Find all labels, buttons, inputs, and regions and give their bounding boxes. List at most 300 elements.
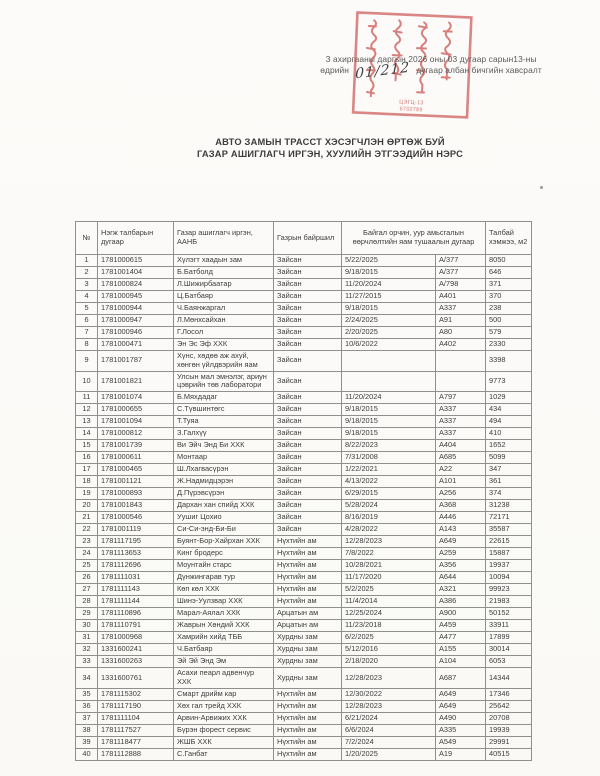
table-cell: 410 — [486, 428, 532, 440]
table-cell: 6/6/2024 — [342, 724, 436, 736]
table-cell: Г.Лосол — [174, 327, 274, 339]
table-cell: А/798 — [436, 279, 486, 291]
table-cell: Ж.Надмидцэрэн — [174, 476, 274, 488]
table-cell: 9/18/2015 — [342, 416, 436, 428]
table-cell: 72171 — [486, 512, 532, 524]
table-cell: 1781000945 — [98, 291, 174, 303]
table-cell: Монтаар — [174, 452, 274, 464]
table-row — [76, 416, 532, 428]
table-cell: Хурдны зам — [274, 644, 342, 656]
table-cell: 35 — [76, 688, 98, 700]
table-cell: А155 — [436, 644, 486, 656]
table-cell: Уушиг Цохио — [174, 512, 274, 524]
table-cell: 1331600761 — [98, 668, 174, 689]
table-cell: 500 — [486, 315, 532, 327]
table-cell: 2330 — [486, 339, 532, 351]
table-cell: Хүнс, хөдөө аж ахуй, хөнгөн үйлдвэрийн яам — [174, 351, 274, 372]
table-cell: 30 — [76, 620, 98, 632]
table-cell: А91 — [436, 315, 486, 327]
table-cell: 6/29/2015 — [342, 488, 436, 500]
table-cell: Зайсан — [274, 452, 342, 464]
appendix-line2-prefix: өдрийн — [320, 65, 350, 75]
stamp-footer-number: 6702789 — [399, 106, 423, 114]
table-cell: 23 — [76, 536, 98, 548]
table-cell: 1781110791 — [98, 620, 174, 632]
table-row — [76, 724, 532, 736]
table-cell: 33 — [76, 656, 98, 668]
table-cell: Зайсан — [274, 464, 342, 476]
table-cell: 7/31/2008 — [342, 452, 436, 464]
handwritten-number: 01/212 — [355, 59, 411, 83]
table-cell: А900 — [436, 608, 486, 620]
table-cell: А402 — [436, 339, 486, 351]
table-cell: 13 — [76, 416, 98, 428]
table-cell: 25642 — [486, 700, 532, 712]
table-row — [76, 712, 532, 724]
table-cell: 5/22/2025 — [342, 255, 436, 267]
table-cell: 21983 — [486, 596, 532, 608]
table-cell: 20708 — [486, 712, 532, 724]
table-cell: 22 — [76, 524, 98, 536]
table-cell: Ч.Баянжаргал — [174, 303, 274, 315]
table-cell: 1781000824 — [98, 279, 174, 291]
table-cell: А80 — [436, 327, 486, 339]
table-cell: А644 — [436, 572, 486, 584]
table-cell: 10/6/2022 — [342, 339, 436, 351]
table-cell — [436, 351, 486, 372]
table-cell: 3398 — [486, 351, 532, 372]
table-cell: 1781115302 — [98, 688, 174, 700]
table-cell: 15887 — [486, 548, 532, 560]
table-cell: 36 — [76, 700, 98, 712]
table-cell: 238 — [486, 303, 532, 315]
table-cell: 1/20/2025 — [342, 748, 436, 760]
table-cell: Нүхтийн ам — [274, 584, 342, 596]
table-cell: А101 — [436, 476, 486, 488]
table-cell: А490 — [436, 712, 486, 724]
table-cell: 4 — [76, 291, 98, 303]
table-cell: Зайсан — [274, 339, 342, 351]
table-cell: 1652 — [486, 440, 532, 452]
table-cell: 9773 — [486, 371, 532, 392]
page-title-line1: АВТО ЗАМЫН ТРАССТ ХЭСЭГЧЛЭН ӨРТӨЖ БУЙ — [215, 137, 445, 147]
table-cell: 8/22/2023 — [342, 440, 436, 452]
table-cell: Моунтайн старс — [174, 560, 274, 572]
table-cell: 1781000465 — [98, 464, 174, 476]
table-cell: 18 — [76, 476, 98, 488]
table-cell: Хүлэгт хаадын зам — [174, 255, 274, 267]
table-cell: Хамрийн хийд ТББ — [174, 632, 274, 644]
table-cell: 1 — [76, 255, 98, 267]
table-cell: 9 — [76, 351, 98, 372]
table-row — [76, 392, 532, 404]
table-cell: Нүхтийн ам — [274, 736, 342, 748]
table-cell: А104 — [436, 656, 486, 668]
table-cell: Эн Эс Эф ХХК — [174, 339, 274, 351]
table-row — [76, 339, 532, 351]
stamp-footer-text: ЦЭГЦ-13 — [399, 99, 424, 107]
table-cell: 5099 — [486, 452, 532, 464]
table-cell: 33911 — [486, 620, 532, 632]
table-cell: Буянт-Бор-Хайрхан ХХК — [174, 536, 274, 548]
land-users-table-wrap — [75, 221, 532, 761]
table-cell: С.Түвшинтөгс — [174, 404, 274, 416]
table-body — [76, 255, 532, 761]
table-cell: Д.Пүрэвсүрэн — [174, 488, 274, 500]
table-cell: 11/20/2024 — [342, 279, 436, 291]
table-cell: Ви Эйч Энд Би ХХК — [174, 440, 274, 452]
table-cell: 361 — [486, 476, 532, 488]
table-cell: 6/2/2025 — [342, 632, 436, 644]
table-cell: 17346 — [486, 688, 532, 700]
table-cell: 31 — [76, 632, 98, 644]
table-cell: 39 — [76, 736, 98, 748]
table-cell: А19 — [436, 748, 486, 760]
table-cell: Зайсан — [274, 428, 342, 440]
table-cell: 40515 — [486, 748, 532, 760]
table-cell: А/377 — [436, 267, 486, 279]
table-cell: А386 — [436, 596, 486, 608]
table-cell: 1781111144 — [98, 596, 174, 608]
table-cell: А259 — [436, 548, 486, 560]
table-cell: З.Галхүү — [174, 428, 274, 440]
table-cell: 99923 — [486, 584, 532, 596]
table-row — [76, 371, 532, 392]
table-cell: А446 — [436, 512, 486, 524]
table-cell: Нүхтийн ам — [274, 536, 342, 548]
table-cell: 1781001119 — [98, 524, 174, 536]
header-user: Газар ашиглагч иргэн, ААНБ — [174, 222, 274, 255]
table-row — [76, 524, 532, 536]
table-cell: 16 — [76, 452, 98, 464]
table-cell: Си-Си-энд-Би-Би — [174, 524, 274, 536]
table-cell: 1331600241 — [98, 644, 174, 656]
table-cell: 12/28/2023 — [342, 668, 436, 689]
table-cell: 12/28/2023 — [342, 700, 436, 712]
table-cell: Нүхтийн ам — [274, 560, 342, 572]
table-cell: Ц.Батбаяр — [174, 291, 274, 303]
table-cell: 374 — [486, 488, 532, 500]
table-cell: Б.Мяхдадаг — [174, 392, 274, 404]
table-cell: 10094 — [486, 572, 532, 584]
page-title — [120, 137, 540, 160]
table-cell: 32 — [76, 644, 98, 656]
table-cell: 11/17/2020 — [342, 572, 436, 584]
table-cell: 1781000944 — [98, 303, 174, 315]
table-cell: 1029 — [486, 392, 532, 404]
table-cell: Нүхтийн ам — [274, 596, 342, 608]
table-cell: 1781111104 — [98, 712, 174, 724]
table-row — [76, 476, 532, 488]
table-cell: 5/12/2016 — [342, 644, 436, 656]
table-cell: 11 — [76, 392, 98, 404]
appendix-line2-suffix: дугаар албан бичгийн хавсралт — [416, 65, 542, 75]
table-row — [76, 620, 532, 632]
table-cell: 35587 — [486, 524, 532, 536]
table-cell: Зайсан — [274, 392, 342, 404]
table-cell: Бүрэн форест сервис — [174, 724, 274, 736]
table-row — [76, 512, 532, 524]
table-cell: 1781112696 — [98, 560, 174, 572]
table-cell: Нүхтийн ам — [274, 724, 342, 736]
table-row — [76, 327, 532, 339]
table-cell: 22615 — [486, 536, 532, 548]
table-cell: 6 — [76, 315, 98, 327]
table-cell: 494 — [486, 416, 532, 428]
table-cell: 1781118477 — [98, 736, 174, 748]
table-row — [76, 560, 532, 572]
table-cell: 17 — [76, 464, 98, 476]
table-cell: Хурдны зам — [274, 656, 342, 668]
table-row — [76, 303, 532, 315]
table-cell: Зайсан — [274, 279, 342, 291]
table-cell: 25 — [76, 560, 98, 572]
table-cell: Кинг бродерс — [174, 548, 274, 560]
table-cell: Зайсан — [274, 476, 342, 488]
table-cell: 5/28/2024 — [342, 500, 436, 512]
table-cell: 34 — [76, 668, 98, 689]
table-cell: Зайсан — [274, 416, 342, 428]
table-cell: 11/27/2015 — [342, 291, 436, 303]
table-cell: А649 — [436, 700, 486, 712]
table-cell: Дүнжингарав тур — [174, 572, 274, 584]
table-cell: Ш.Лхагвасүрэн — [174, 464, 274, 476]
table-row — [76, 668, 532, 689]
table-cell: 1/22/2021 — [342, 464, 436, 476]
table-row — [76, 536, 532, 548]
table-cell: 19 — [76, 488, 98, 500]
table-cell: Арцатын ам — [274, 608, 342, 620]
table-cell — [436, 371, 486, 392]
table-cell: 12 — [76, 404, 98, 416]
table-cell: А356 — [436, 560, 486, 572]
table-cell: 1781001074 — [98, 392, 174, 404]
table-cell: А685 — [436, 452, 486, 464]
table-cell: 9/18/2015 — [342, 428, 436, 440]
table-cell: 370 — [486, 291, 532, 303]
table-cell: 371 — [486, 279, 532, 291]
table-row — [76, 291, 532, 303]
table-cell: Жаврын Хөндий ХХК — [174, 620, 274, 632]
table-row — [76, 428, 532, 440]
table-cell: 9/18/2015 — [342, 404, 436, 416]
table-row — [76, 488, 532, 500]
table-cell: 646 — [486, 267, 532, 279]
table-cell: А459 — [436, 620, 486, 632]
table-cell: 9/18/2015 — [342, 303, 436, 315]
header-num: № — [76, 222, 98, 255]
table-cell: А649 — [436, 536, 486, 548]
appendix-note — [300, 54, 562, 83]
table-cell: Зайсан — [274, 303, 342, 315]
table-cell: 11/20/2024 — [342, 392, 436, 404]
table-cell: Зайсан — [274, 255, 342, 267]
table-cell: 29 — [76, 608, 98, 620]
table-cell: 2/18/2020 — [342, 656, 436, 668]
table-cell: Зайсан — [274, 524, 342, 536]
table-cell: 1781000471 — [98, 339, 174, 351]
table-cell: А337 — [436, 416, 486, 428]
table-cell: 37 — [76, 712, 98, 724]
table-row — [76, 632, 532, 644]
table-cell: 1781001094 — [98, 416, 174, 428]
table-row — [76, 736, 532, 748]
table-cell: 1781110896 — [98, 608, 174, 620]
table-cell: 8050 — [486, 255, 532, 267]
table-row — [76, 700, 532, 712]
table-cell: А649 — [436, 688, 486, 700]
table-cell: Хөх гал трейд ХХК — [174, 700, 274, 712]
table-cell: 1781001121 — [98, 476, 174, 488]
table-cell: Зайсан — [274, 291, 342, 303]
table-cell: 40 — [76, 748, 98, 760]
table-cell: А321 — [436, 584, 486, 596]
table-cell: 38 — [76, 724, 98, 736]
table-cell: 1781112888 — [98, 748, 174, 760]
table-cell: А337 — [436, 428, 486, 440]
table-cell: Ч.Батбаяр — [174, 644, 274, 656]
table-cell: Нүхтийн ам — [274, 748, 342, 760]
table-cell: ЖШБ ХХК — [174, 736, 274, 748]
table-cell: 4/13/2022 — [342, 476, 436, 488]
table-cell: 10 — [76, 371, 98, 392]
table-cell: Шинэ-Уулзвар ХХК — [174, 596, 274, 608]
table-cell: Зайсан — [274, 512, 342, 524]
table-cell: Смарт дрийм кар — [174, 688, 274, 700]
table-cell: 434 — [486, 404, 532, 416]
table-cell: Л.Мөнхсайхан — [174, 315, 274, 327]
table-cell: А404 — [436, 440, 486, 452]
table-cell: Л.Шижирбаатар — [174, 279, 274, 291]
table-cell: Арвин-Арвижих ХХК — [174, 712, 274, 724]
land-users-table — [75, 221, 532, 761]
table-cell: 1781000611 — [98, 452, 174, 464]
table-cell: 21 — [76, 512, 98, 524]
table-cell: 1781117527 — [98, 724, 174, 736]
table-row — [76, 351, 532, 372]
table-cell: А335 — [436, 724, 486, 736]
table-row — [76, 656, 532, 668]
table-cell: 6053 — [486, 656, 532, 668]
table-cell: А337 — [436, 303, 486, 315]
table-cell: 9/18/2015 — [342, 267, 436, 279]
table-cell: 2/24/2025 — [342, 315, 436, 327]
table-cell: 6/21/2024 — [342, 712, 436, 724]
header-area: Талбай хэмжээ, м2 — [486, 222, 532, 255]
table-cell — [342, 351, 436, 372]
table-cell: Хурдны зам — [274, 668, 342, 689]
table-cell: 10/28/2021 — [342, 560, 436, 572]
table-cell: 2 — [76, 267, 98, 279]
table-cell: 1781000546 — [98, 512, 174, 524]
page-title-line2: ГАЗАР АШИГЛАГЧ ИРГЭН, ХУУЛИЙН ЭТГЭЭДИЙН НЭРС — [196, 148, 464, 159]
table-cell: 7/2/2024 — [342, 736, 436, 748]
table-cell: 27 — [76, 584, 98, 596]
table-cell: 14344 — [486, 668, 532, 689]
table-cell: Зайсан — [274, 440, 342, 452]
table-row — [76, 404, 532, 416]
table-cell: 12/30/2022 — [342, 688, 436, 700]
table-cell: Т.Туяа — [174, 416, 274, 428]
table-cell: А368 — [436, 500, 486, 512]
table-row — [76, 644, 532, 656]
table-row — [76, 464, 532, 476]
table-row — [76, 688, 532, 700]
table-cell: 8/16/2019 — [342, 512, 436, 524]
table-cell: 11/23/2018 — [342, 620, 436, 632]
table-cell: Нүхтийн ам — [274, 572, 342, 584]
table-cell: 2/20/2025 — [342, 327, 436, 339]
table-cell: Нүхтийн ам — [274, 548, 342, 560]
table-row — [76, 279, 532, 291]
table-cell: А549 — [436, 736, 486, 748]
table-cell: А401 — [436, 291, 486, 303]
table-cell: 15 — [76, 440, 98, 452]
table-cell: 5 — [76, 303, 98, 315]
table-cell: А256 — [436, 488, 486, 500]
table-cell: 1781001843 — [98, 500, 174, 512]
table-cell: А22 — [436, 464, 486, 476]
table-header-row — [76, 222, 532, 255]
table-cell: 19939 — [486, 724, 532, 736]
table-cell: Көп көл ХХК — [174, 584, 274, 596]
table-cell: 1781111031 — [98, 572, 174, 584]
table-cell: А687 — [436, 668, 486, 689]
table-cell: 3 — [76, 279, 98, 291]
table-row — [76, 500, 532, 512]
table-cell: 8 — [76, 339, 98, 351]
table-cell: 19937 — [486, 560, 532, 572]
table-cell: Зайсан — [274, 488, 342, 500]
table-cell: Улсын мал эмнэлэг, ариун цэврийн төв лаборатори — [174, 371, 274, 392]
table-cell: Зайсан — [274, 315, 342, 327]
table-cell: 17899 — [486, 632, 532, 644]
table-cell: 30014 — [486, 644, 532, 656]
table-row — [76, 440, 532, 452]
table-cell: 347 — [486, 464, 532, 476]
table-cell: 12/28/2023 — [342, 536, 436, 548]
table-cell: 31238 — [486, 500, 532, 512]
table-cell: 29991 — [486, 736, 532, 748]
table-cell: 7 — [76, 327, 98, 339]
table-cell: 28 — [76, 596, 98, 608]
table-cell: Нүхтийн ам — [274, 688, 342, 700]
table-cell: 24 — [76, 548, 98, 560]
table-cell: Зайсан — [274, 371, 342, 392]
table-cell: 1781001404 — [98, 267, 174, 279]
table-cell: 1781117195 — [98, 536, 174, 548]
table-cell: 12/25/2024 — [342, 608, 436, 620]
table-cell: 1781000812 — [98, 428, 174, 440]
table-cell: А337 — [436, 404, 486, 416]
table-cell: 1781000655 — [98, 404, 174, 416]
table-cell: 7/8/2022 — [342, 548, 436, 560]
header-parcel: Нэгж талбарын дугаар — [98, 222, 174, 255]
table-row — [76, 572, 532, 584]
table-cell: Хурдны зам — [274, 632, 342, 644]
table-cell: А/377 — [436, 255, 486, 267]
table-cell: 1781000968 — [98, 632, 174, 644]
table-row — [76, 548, 532, 560]
table-cell: 1781113653 — [98, 548, 174, 560]
table-cell: 5/2/2025 — [342, 584, 436, 596]
table-cell: Эй Эй Энд Эм — [174, 656, 274, 668]
table-cell: 50152 — [486, 608, 532, 620]
table-cell: Асахи пеарл адвенчур ХХК — [174, 668, 274, 689]
table-cell: 20 — [76, 500, 98, 512]
appendix-line1: З ахиргааны даргын 2026 оны 03 дугаар сарын13-ны — [325, 54, 537, 64]
table-cell: Зайсан — [274, 500, 342, 512]
